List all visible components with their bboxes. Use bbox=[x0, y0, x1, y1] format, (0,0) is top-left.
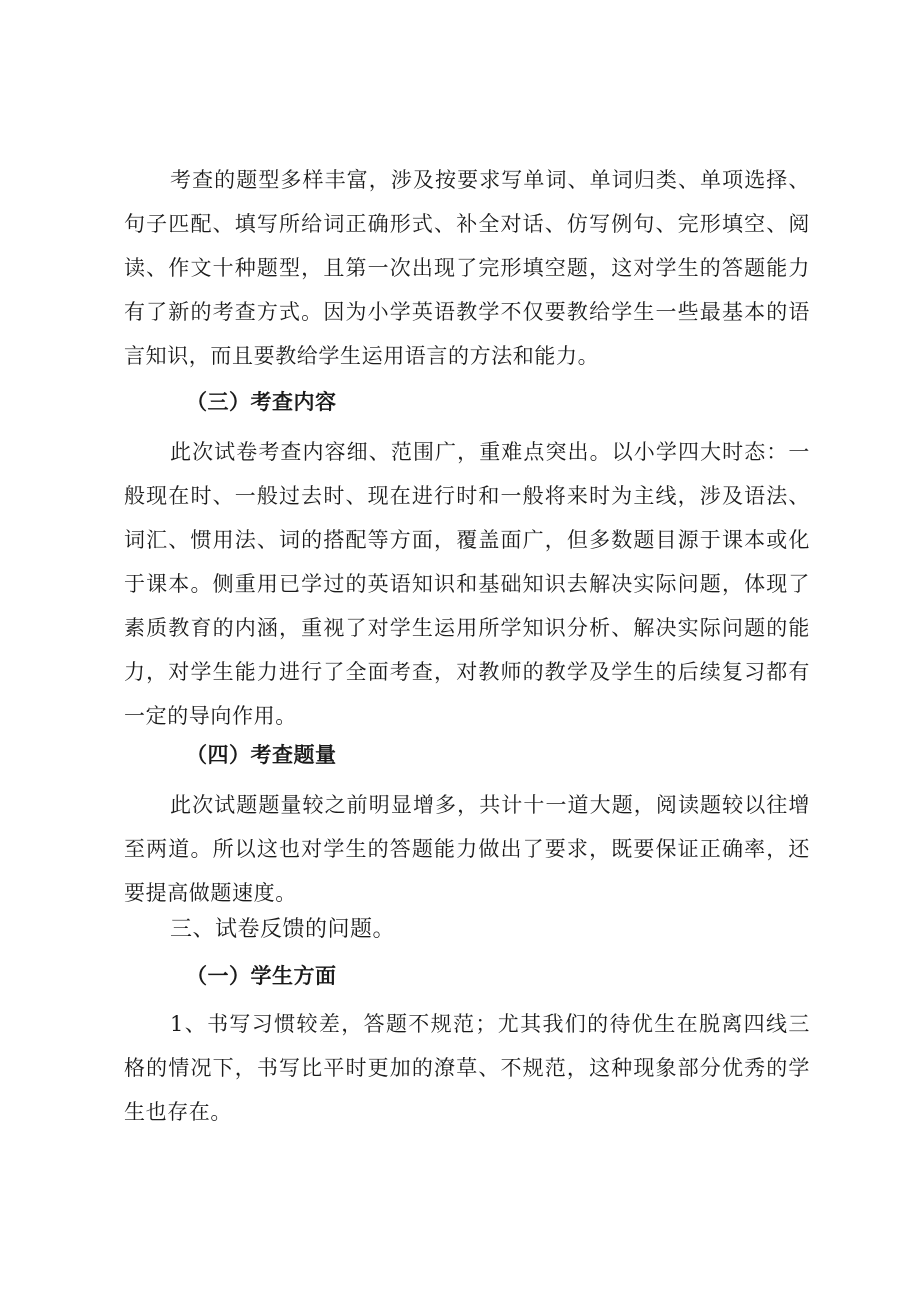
section-heading-feedback-problems: 三、试卷反馈的问题。 bbox=[170, 917, 396, 942]
paragraph-exam-content: 此次试卷考查内容细、范围广，重难点突出。以小学四大时态：一般现在时、一般过去时、现在进行时和一般将来时为主线，涉及语法、词汇、惯用法、词的搭配等方面，覆盖面广，但多数题目源于课本或化于课本。侧重用已学过的英语知识和基础知识去解决实际问题，体现了素质教育的内涵，重视了对学生运用所学知识分析、解决实际问题的能力，对学生能力进行了全面考查，对教师的教学及学生的后续复习都有一定的导向作用。 bbox=[124, 440, 810, 728]
subheading-exam-quantity: （四）考查题量 bbox=[186, 743, 337, 767]
paragraph-exam-quantity: 此次试题题量较之前明显增多，共计十一道大题，阅读题较以往增至两道。所以这也对学生的答题能力做出了要求，既要保证正确率，还要提高做题速度。 bbox=[124, 793, 810, 905]
paragraph-handwriting-habits: 1、书写习惯较差，答题不规范；尤其我们的待优生在脱离四线三格的情况下，书写比平时更加的潦草、不规范，这种现象部分优秀的学生也存在。 bbox=[124, 1012, 810, 1124]
paragraph-question-types: 考查的题型多样丰富，涉及按要求写单词、单词归类、单项选择、句子匹配、填写所给词正确形式、补全对话、仿写例句、完形填空、阅读、作文十种题型，且第一次出现了完形填空题，这对学生的答题能力有了新的考查方式。因为小学英语教学不仅要教给学生一些最基本的语言知识，而且要教给学生运用语言的方法和能力。 bbox=[124, 168, 810, 368]
subheading-student-aspect: （一）学生方面 bbox=[186, 964, 337, 988]
subheading-exam-content: （三）考查内容 bbox=[186, 390, 337, 414]
